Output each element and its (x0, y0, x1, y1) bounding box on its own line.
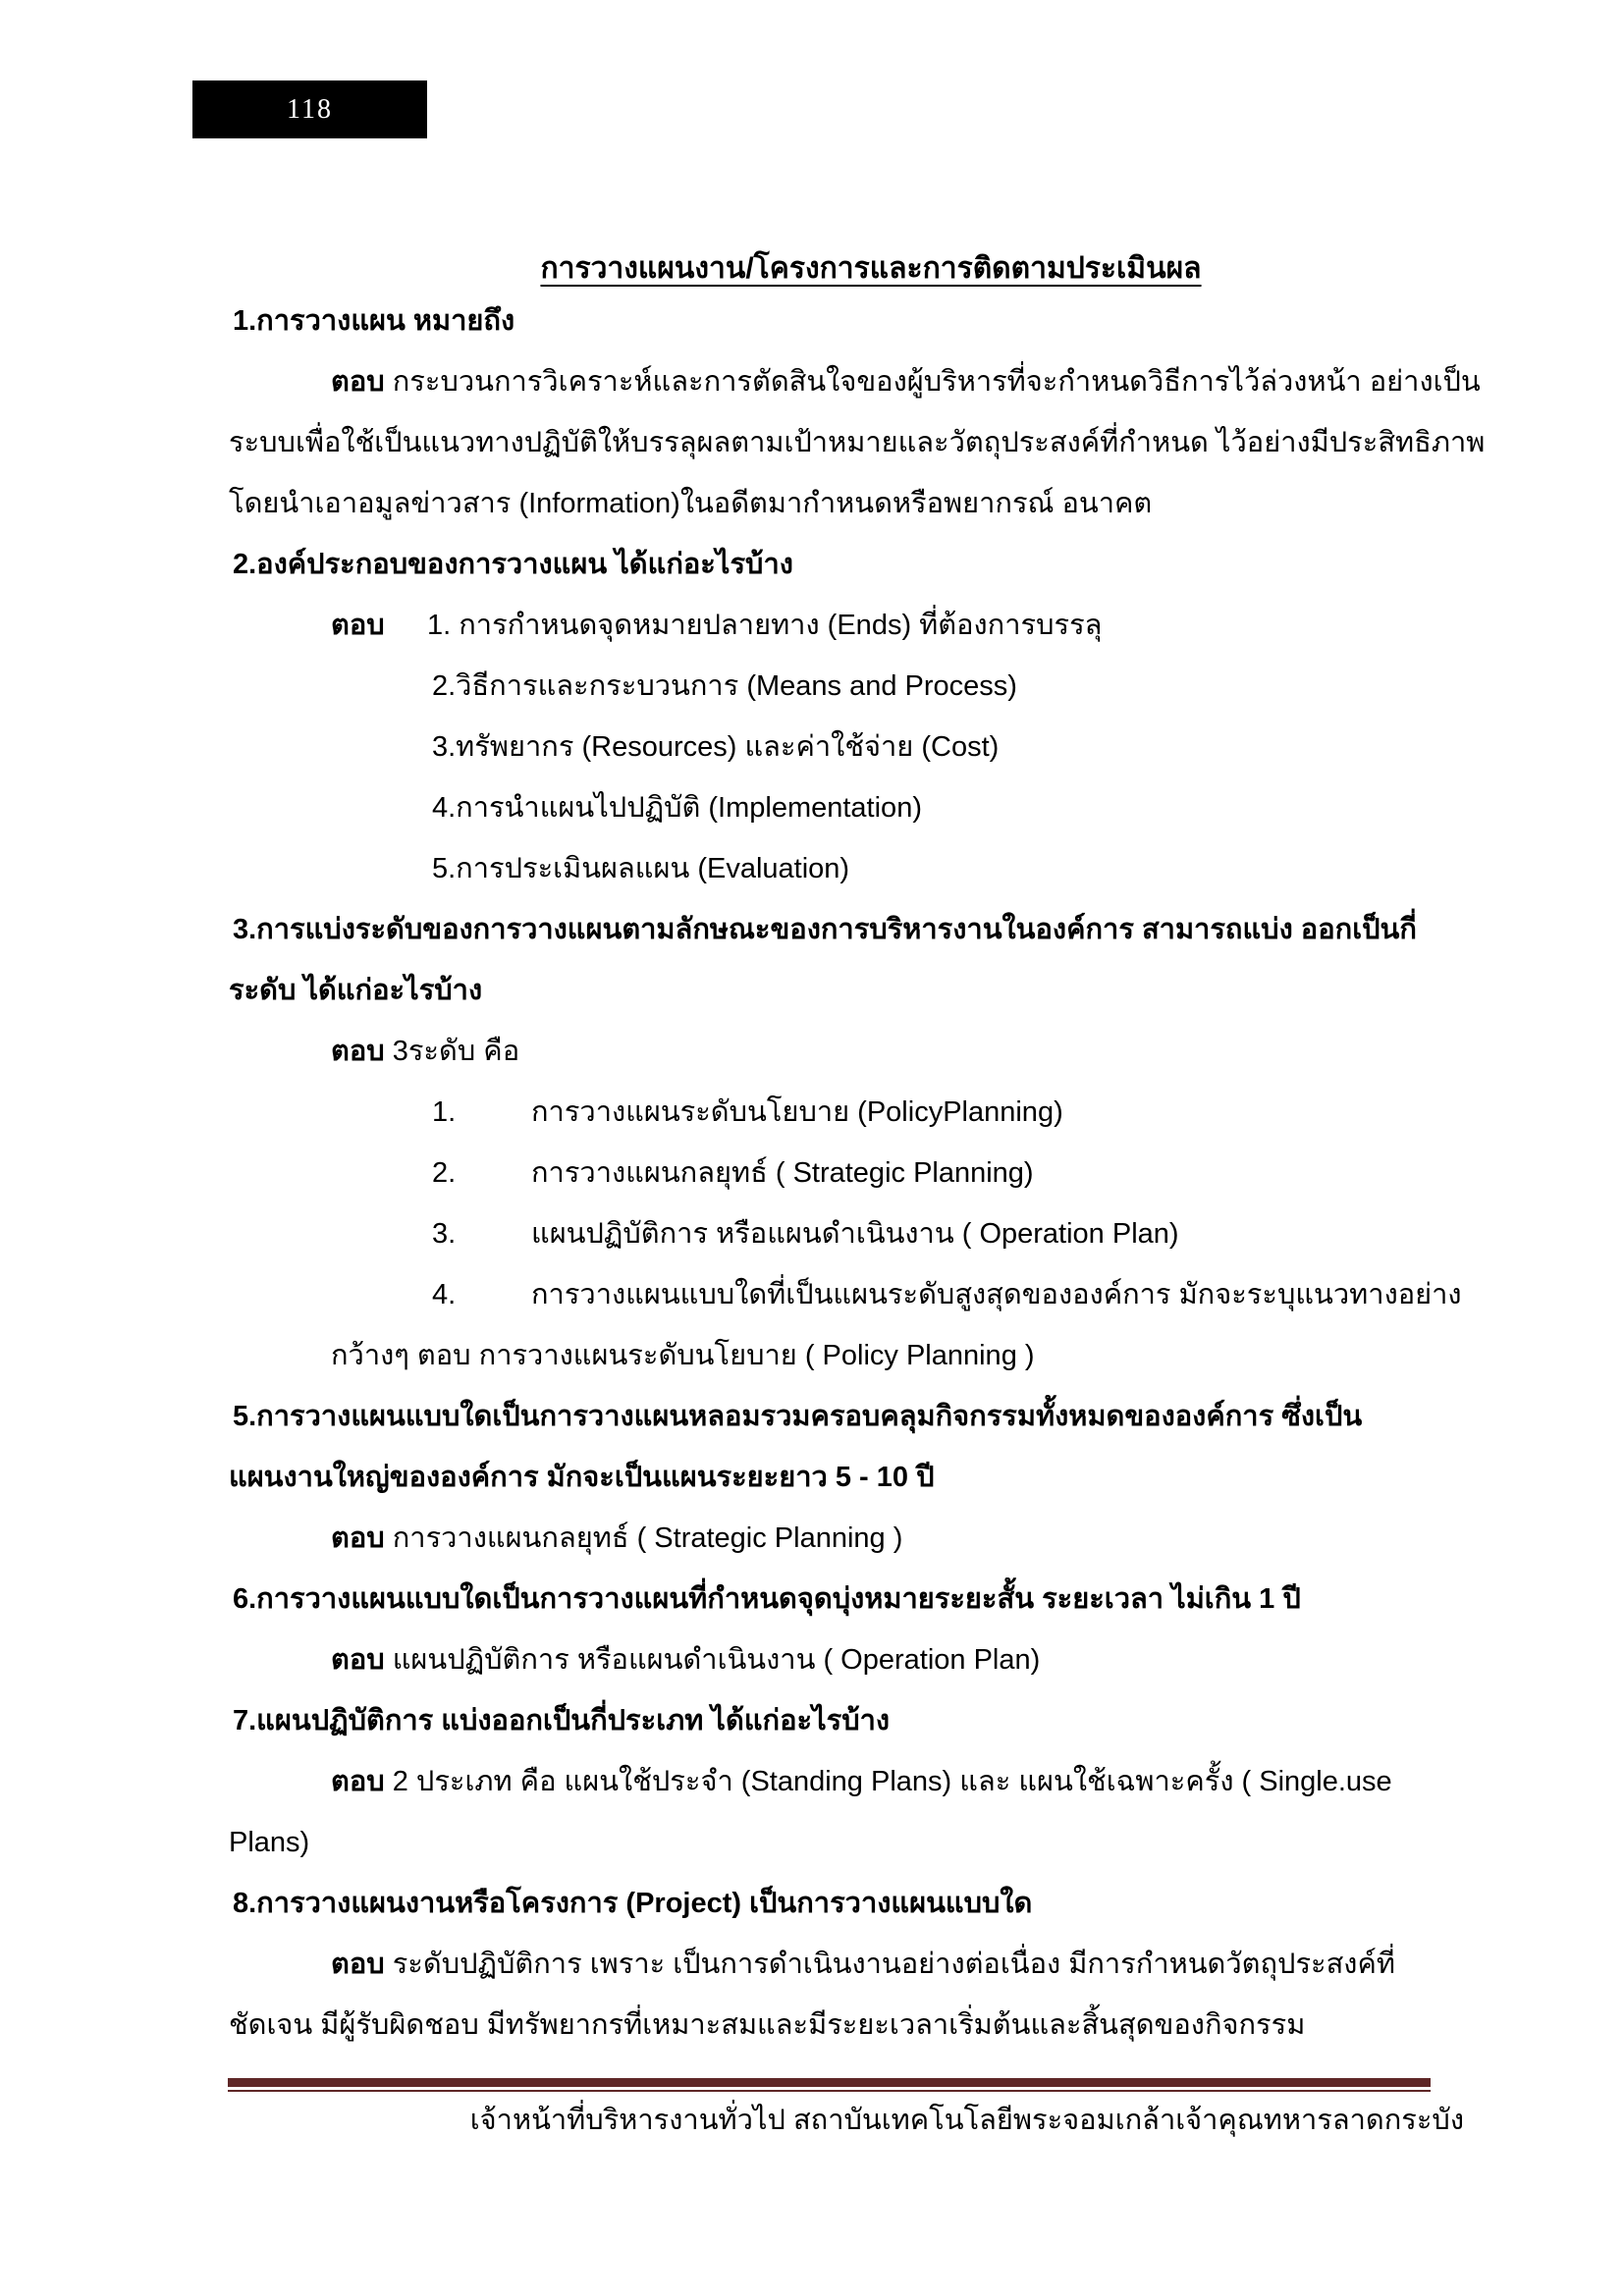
footer-rule (228, 2078, 1431, 2092)
document-body (229, 291, 1486, 2056)
text-segment: ตอบ (331, 1644, 385, 1676)
text-segment: แผนปฏิบัติการ หรือแผนดำเนินงาน ( Operation Plan) (531, 1218, 1179, 1250)
document-line (229, 1690, 1464, 1751)
document-line (229, 656, 1464, 717)
text-segment: 7.แผนปฏิบัติการ แบ่งออกเป็นกี่ประเภท ได้แก่อะไรบ้าง (233, 1705, 891, 1736)
page-number-box (192, 80, 427, 138)
text-segment: 3.ทรัพยากร (Resources) และค่าใช้จ่าย (Cost) (432, 731, 1000, 763)
document-line (229, 777, 1464, 838)
document-line (229, 1021, 1464, 1082)
text-segment: 6.การวางแผนแบบใดเป็นการวางแผนที่กำหนดจุดบุ่งหมายระยะสั้น ระยะเวลา ไม่เกิน 1 ปี (233, 1583, 1301, 1615)
document-line (229, 1812, 1464, 1873)
text-segment: ตอบ (331, 1766, 385, 1797)
document-line (229, 534, 1464, 595)
document-line (229, 412, 1486, 473)
text-segment: 3ระดับ คือ (384, 1036, 520, 1067)
text-segment: 8.การวางแผนงานหรือโครงการ (Project) เป็นการวางแผนแบบใด (233, 1888, 1033, 1919)
text-segment: 4.การนำแผนไปปฏิบัติ (Implementation) (432, 792, 922, 824)
document-line (229, 1569, 1464, 1629)
document-line (229, 595, 1464, 656)
text-segment: แผนปฏิบัติการ หรือแผนดำเนินงาน ( Operation Plan) (384, 1644, 1041, 1676)
document-line (229, 1082, 1464, 1143)
document-line (229, 1325, 1464, 1386)
text-segment: 1.การวางแผน หมายถึง (233, 305, 515, 337)
text-segment: ระดับปฏิบัติการ เพราะ เป็นการดำเนินงานอย่างต่อเนื่อง มีการกำหนดวัตถุประสงค์ที่ (384, 1949, 1395, 1980)
document-line (229, 1995, 1464, 2056)
page-number: 118 (287, 93, 333, 125)
text-segment: กว้างๆ ตอบ การวางแผนระดับนโยบาย ( Policy Planning ) (331, 1340, 1035, 1371)
document-line (229, 717, 1464, 777)
document-line (229, 1264, 1464, 1325)
text-segment: การวางแผนแบบใดที่เป็นแผนระดับสูงสุดขององค์การ มักจะระบุแนวทางอย่าง (531, 1279, 1462, 1310)
text-segment: 4. (432, 1279, 457, 1310)
document-title-text: การวางแผนงาน/โครงการและการติดตามประเมินผล (540, 252, 1202, 285)
document-line (229, 1751, 1464, 1812)
text-segment: ตอบ (331, 1522, 385, 1554)
document-title (229, 204, 1464, 285)
footer-rule-thick-line (228, 2078, 1431, 2087)
document-line (229, 1873, 1464, 1934)
text-segment: ชัดเจน มีผู้รับผิดชอบ มีทรัพยากรที่เหมาะสมและมีระยะเวลาเริ่มต้นและสิ้นสุดของกิจกรรม (229, 2009, 1306, 2041)
text-segment: 1. (432, 1096, 457, 1128)
footer-text: เจ้าหน้าที่บริหารงานทั่วไป สถาบันเทคโนโลยีพระจอมเกล้าเจ้าคุณทหารลาดกระบัง (469, 2105, 1464, 2136)
document-line (229, 1203, 1464, 1264)
document-line (229, 1508, 1464, 1569)
document-line (229, 351, 1481, 412)
text-segment: 3. (432, 1218, 457, 1250)
text-segment: 2.องค์ประกอบของการวางแผน ได้แก่อะไรบ้าง (233, 549, 793, 580)
document-line (229, 1629, 1464, 1690)
document-line (229, 899, 1464, 960)
text-segment: ตอบ (331, 610, 385, 641)
text-segment: 5.การวางแผนแบบใดเป็นการวางแผนหลอมรวมครอบคลุมกิจกรรมทั้งหมดขององค์การ ซึ่งเป็น (233, 1401, 1363, 1432)
text-segment: ตอบ (331, 1949, 385, 1980)
text-segment: โดยนำเอาอมูลข่าวสาร (Information)ในอดีตมากำหนดหรือพยากรณ์ อนาคต (229, 488, 1153, 519)
text-segment: ระดับ ได้แก่อะไรบ้าง (229, 975, 483, 1006)
document-line (229, 1447, 1464, 1508)
text-segment: 5.การประเมินผลแผน (Evaluation) (432, 853, 850, 884)
text-segment: แผนงานใหญ่ขององค์การ มักจะเป็นแผนระยะยาว 5 - 10 ปี (229, 1462, 935, 1493)
text-segment: ตอบ (331, 366, 385, 398)
text-segment: 2.วิธีการและกระบวนการ (Means and Process) (432, 670, 1017, 702)
text-segment: การวางแผนกลยุทธ์ ( Strategic Planning ) (384, 1522, 903, 1554)
text-segment: ระบบเพื่อใช้เป็นแนวทางปฏิบัติให้บรรลุผลตามเป้าหมายและวัตถุประสงค์ที่กำหนด ไว้อย่างมีประสิทธิภาพ (229, 427, 1486, 458)
text-segment: 2. (432, 1157, 457, 1189)
footer-rule-thin-line (228, 2090, 1431, 2092)
text-segment: การวางแผนกลยุทธ์ ( Strategic Planning) (531, 1157, 1034, 1189)
document-line (229, 1386, 1464, 1447)
text-segment: ตอบ (331, 1036, 385, 1067)
text-segment: การวางแผนระดับนโยบาย (PolicyPlanning) (531, 1096, 1063, 1128)
document-line (229, 1143, 1464, 1203)
text-segment: 1. การกำหนดจุดหมายปลายทาง (Ends) ที่ต้องการบรรลุ (427, 610, 1103, 641)
text-segment: Plans) (229, 1827, 310, 1858)
text-segment: 3.การแบ่งระดับของการวางแผนตามลักษณะของการบริหารงานในองค์การ สามารถแบ่ง ออกเป็นกี่ (233, 914, 1417, 945)
document-line (229, 838, 1464, 899)
document-line (229, 473, 1464, 534)
document-line (229, 960, 1464, 1021)
text-segment: กระบวนการวิเคราะห์และการตัดสินใจของผู้บริหารที่จะกำหนดวิธีการไว้ล่วงหน้า อย่างเป็น (384, 366, 1481, 398)
document-content (229, 204, 1486, 2056)
text-segment: 2 ประเภท คือ แผนใช้ประจำ (Standing Plans) และ แผนใช้เฉพาะครั้ง ( Single.use (384, 1766, 1392, 1797)
document-line (229, 1934, 1464, 1995)
